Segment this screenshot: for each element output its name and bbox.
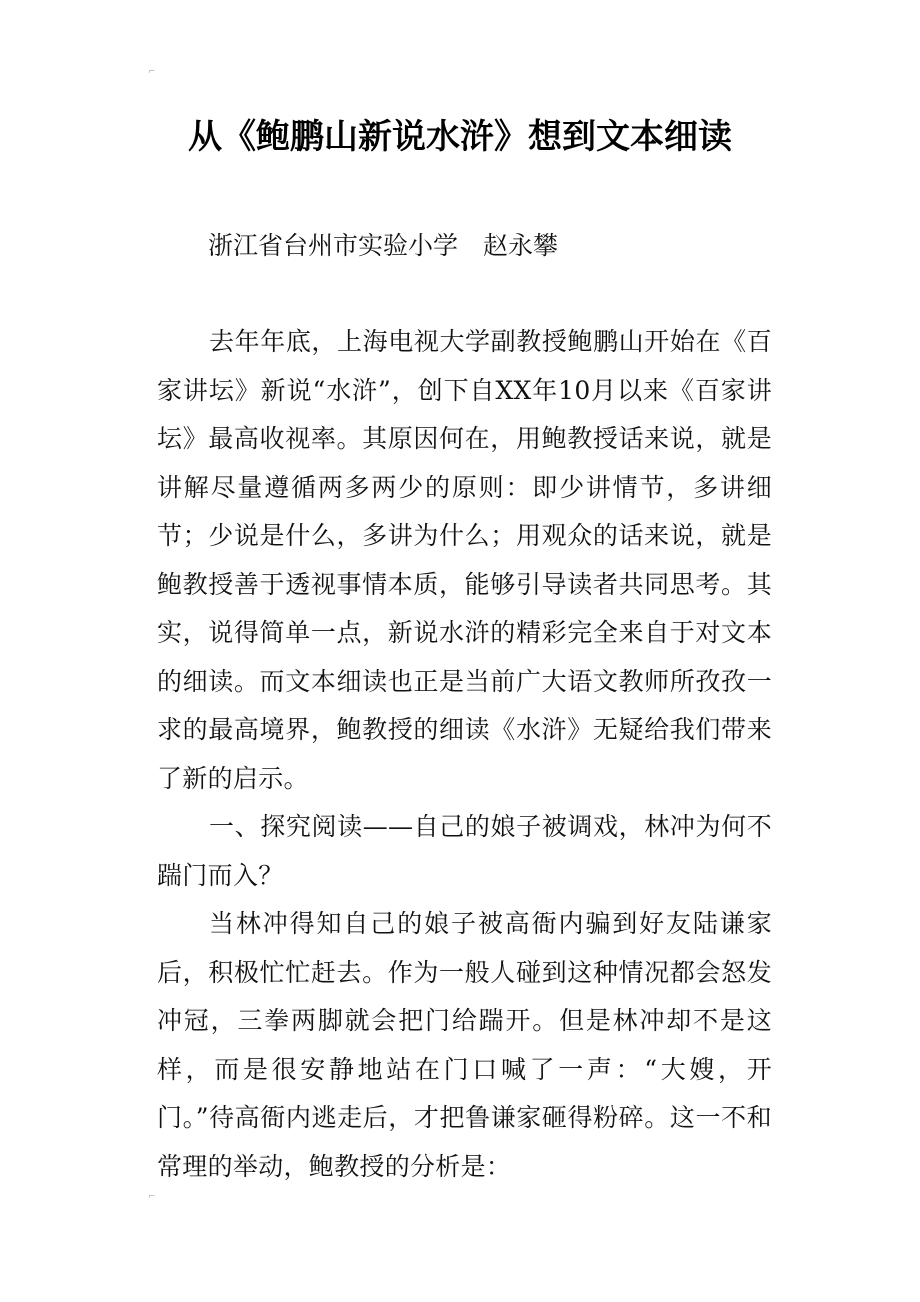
- section-heading-1: 一、探究阅读——自己的娘子被调戏，林冲为何不踹门而入？: [157, 812, 772, 890]
- author-line: 浙江省台州市实验小学 赵永攀: [208, 231, 559, 260]
- corner-mark-top: ⌐: [148, 67, 156, 77]
- corner-mark-bottom: ⌐: [148, 1192, 156, 1202]
- document-body: [157, 318, 772, 1191]
- paragraph-intro: 去年年底，上海电视大学副教授鲍鹏山开始在《百家讲坛》新说“水浒”，创下自XX年10月以来《百家讲坛》最高收视率。其原因何在，用鲍教授话来说，就是讲解尽量遵循两多两少的原则：即少讲情节，多讲细节；少说是什么，多讲为什么；用观众的话来说，就是鲍教授善于透视事情本质，能够引导读者共同思考。其实，说得简单一点，新说水浒的精彩完全来自于对文本的细读。而文本细读也正是当前广大语文教师所孜孜一求的最高境界，鲍教授的细读《水浒》无疑给我们带来了新的启示。: [157, 327, 772, 793]
- paragraph-section-1: 当林冲得知自己的娘子被高衙内骗到好友陆谦家后，积极忙忙赶去。作为一般人碰到这种情况都会怒发冲冠，三拳两脚就会把门给踹开。但是林冲却不是这样，而是很安静地站在门口喊了一声：“大嫂，开门。”待高衙内逃走后，才把鲁谦家砸得粉碎。这一不和常理的举动，鲍教授的分析是：: [157, 909, 772, 1181]
- document-title: 从《鲍鹏山新说水浒》想到文本细读: [188, 117, 732, 157]
